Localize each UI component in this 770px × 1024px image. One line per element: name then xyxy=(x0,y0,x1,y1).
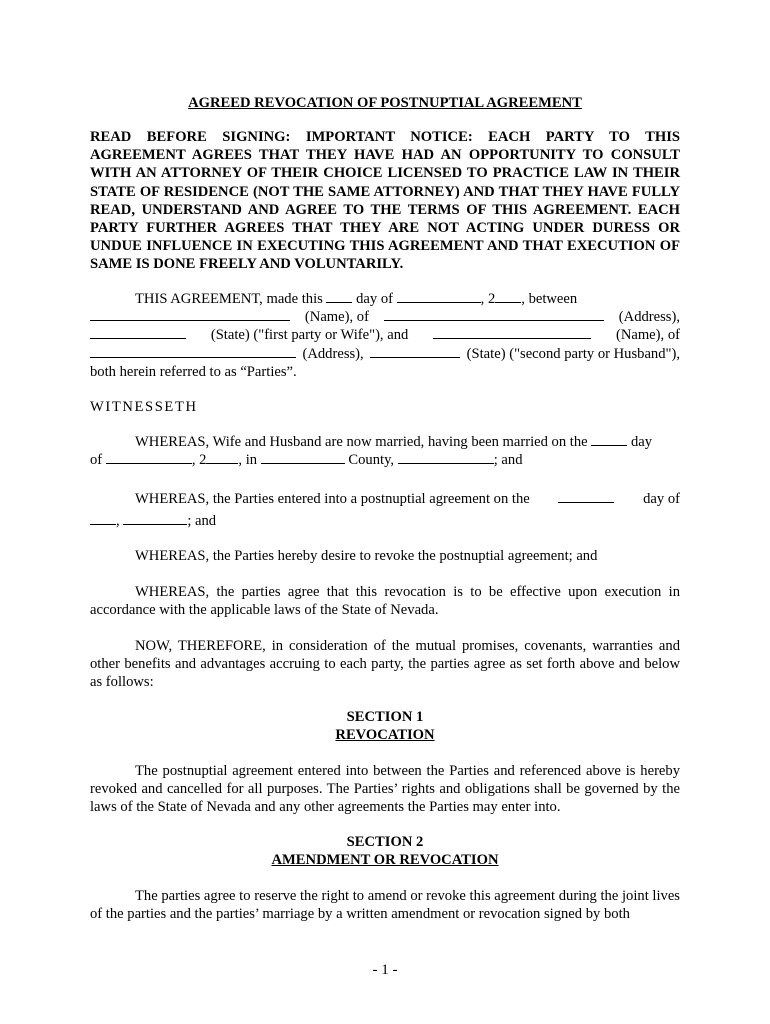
second-party-address-blank[interactable] xyxy=(90,345,296,358)
whereas-postnuptial-line-2: , ; and xyxy=(90,512,680,530)
parties-line-4: (Address), (State) ("second party or Husband"), xyxy=(90,345,680,363)
parties-line-3: (State) ("first party or Wife"), and (Name), of xyxy=(90,326,680,344)
important-notice: READ BEFORE SIGNING: IMPORTANT NOTICE: EACH PARTY TO THIS AGREEMENT AGREES THAT THEY HAVE HAD AN OPPORTUNITY TO CONSULT WITH AN ATTORNEY OF THEIR CHOICE LICENSED TO PRACTICE LAW IN THEIR STATE OF RESIDENCE (NOT THE SAME ATTORNEY) AND THAT THEY HAVE FULLY READ, UNDERSTAND AND AGREE TO THE TERMS OF THIS AGREEMENT. EACH PARTY FURTHER AGREES THAT THEY ARE NOT ACTING UNDER DURESS OR UNDUE INFLUENCE IN EXECUTING THIS AGREEMENT AND THAT EXECUTION OF SAME IS DONE FREELY AND VOLUNTARILY. xyxy=(90,129,680,273)
postnuptial-month-blank[interactable] xyxy=(90,512,116,525)
section-2-number: SECTION 2 xyxy=(346,834,424,850)
year-blank[interactable] xyxy=(495,290,521,303)
month-blank[interactable] xyxy=(397,290,481,303)
section-1-body: The postnuptial agreement entered into between the Parties and referenced above is hereby revoked and cancelled for all purposes. The Parties’ rights and obligations shall be governed by the laws of the State of Nevada and any other agreements the Parties may enter into. xyxy=(90,763,680,816)
second-party-name-blank[interactable] xyxy=(433,326,591,339)
second-party-state-blank[interactable] xyxy=(370,345,460,358)
whereas-married-line-1: WHEREAS, Wife and Husband are now married, having been married on the day xyxy=(135,434,653,450)
first-party-address-blank[interactable] xyxy=(384,308,604,321)
parties-line-2: (Name), of (Address), xyxy=(90,308,680,326)
section-2-body: The parties agree to reserve the right to amend or revoke this agreement during the joint lives of the parties and the parties’ marriage by a written amendment or revocation signed by both xyxy=(90,888,680,923)
first-party-name-blank[interactable] xyxy=(90,308,290,321)
postnuptial-year-blank[interactable] xyxy=(123,512,187,525)
whereas-revoke-paragraph: WHEREAS, the Parties hereby desire to revoke the postnuptial agreement; and xyxy=(135,548,598,564)
marriage-county-blank[interactable] xyxy=(261,451,345,464)
parties-paragraph xyxy=(90,290,680,381)
whereas-married-line-2: of , 2 , in County, ; and xyxy=(90,452,523,469)
postnuptial-day-blank[interactable] xyxy=(558,490,614,503)
marriage-year-blank[interactable] xyxy=(206,451,238,464)
section-1-number: SECTION 1 xyxy=(346,709,424,725)
whereas-postnuptial-line-1: WHEREAS, the Parties entered into a postnuptial agreement on the day of xyxy=(135,491,680,507)
marriage-state-blank[interactable] xyxy=(398,451,494,464)
whereas-effective-paragraph: WHEREAS, the parties agree that this revocation is to be effective upon execution in accordance with the applicable laws of the State of Nevada. xyxy=(90,584,680,619)
marriage-month-blank[interactable] xyxy=(106,451,192,464)
marriage-day-blank[interactable] xyxy=(591,433,627,446)
page-number: - 1 - xyxy=(372,962,398,978)
now-therefore-paragraph: NOW, THEREFORE, in consideration of the mutual promises, covenants, warranties and other benefits and advantages accruing to each party, the parties agree as set forth above and below as follows: xyxy=(90,638,680,691)
parties-line-1: THIS AGREEMENT, made this day of , 2 , between xyxy=(135,291,578,307)
whereas-postnuptial-paragraph xyxy=(90,490,680,530)
document-page xyxy=(90,0,680,1024)
document-title: AGREED REVOCATION OF POSTNUPTIAL AGREEMENT xyxy=(188,95,582,111)
parties-line-5: both herein referred to as “Parties”. xyxy=(90,363,297,380)
whereas-married-paragraph xyxy=(90,433,680,469)
witnesseth-heading: WITNESSETH xyxy=(90,399,198,415)
section-2-heading: AMENDMENT OR REVOCATION xyxy=(271,852,499,868)
first-party-state-blank[interactable] xyxy=(90,326,186,339)
day-blank[interactable] xyxy=(326,290,352,303)
section-1-heading: REVOCATION xyxy=(335,727,435,743)
